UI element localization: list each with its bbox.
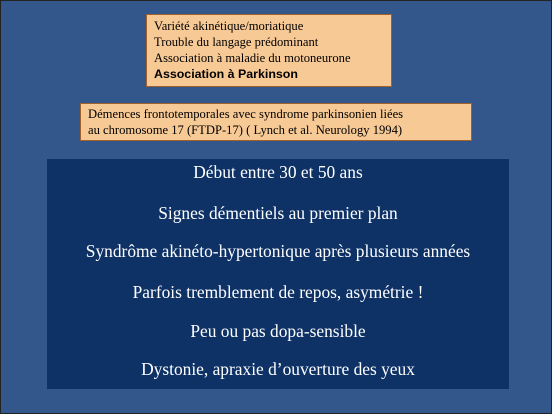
variant-line: Association à maladie du motoneurone bbox=[154, 51, 351, 65]
variant-line: Variété akinétique/moriatique bbox=[154, 19, 304, 33]
variants-box bbox=[146, 14, 392, 87]
reference-line: Démences frontotemporales avec syndrome parkinsonien liées bbox=[88, 107, 404, 121]
variant-line: Trouble du langage prédominant bbox=[154, 35, 319, 49]
feature-item: Début entre 30 et 50 ans bbox=[193, 162, 363, 182]
feature-item: Dystonie, apraxie d’ouverture des yeux bbox=[141, 359, 415, 379]
feature-item: Syndrôme akinéto-hypertonique après plusieurs années bbox=[85, 241, 471, 261]
feature-item: Peu ou pas dopa-sensible bbox=[190, 321, 366, 341]
reference-box bbox=[80, 103, 472, 141]
variant-line-highlight: Association à Parkinson bbox=[154, 67, 298, 81]
feature-item: Signes démentiels au premier plan bbox=[158, 203, 398, 223]
reference-line: au chromosome 17 (FTDP-17) ( Lynch et al. Neurology 1994) bbox=[88, 123, 403, 137]
feature-item: Parfois tremblement de repos, asymétrie ! bbox=[132, 282, 424, 302]
features-box bbox=[47, 159, 509, 389]
